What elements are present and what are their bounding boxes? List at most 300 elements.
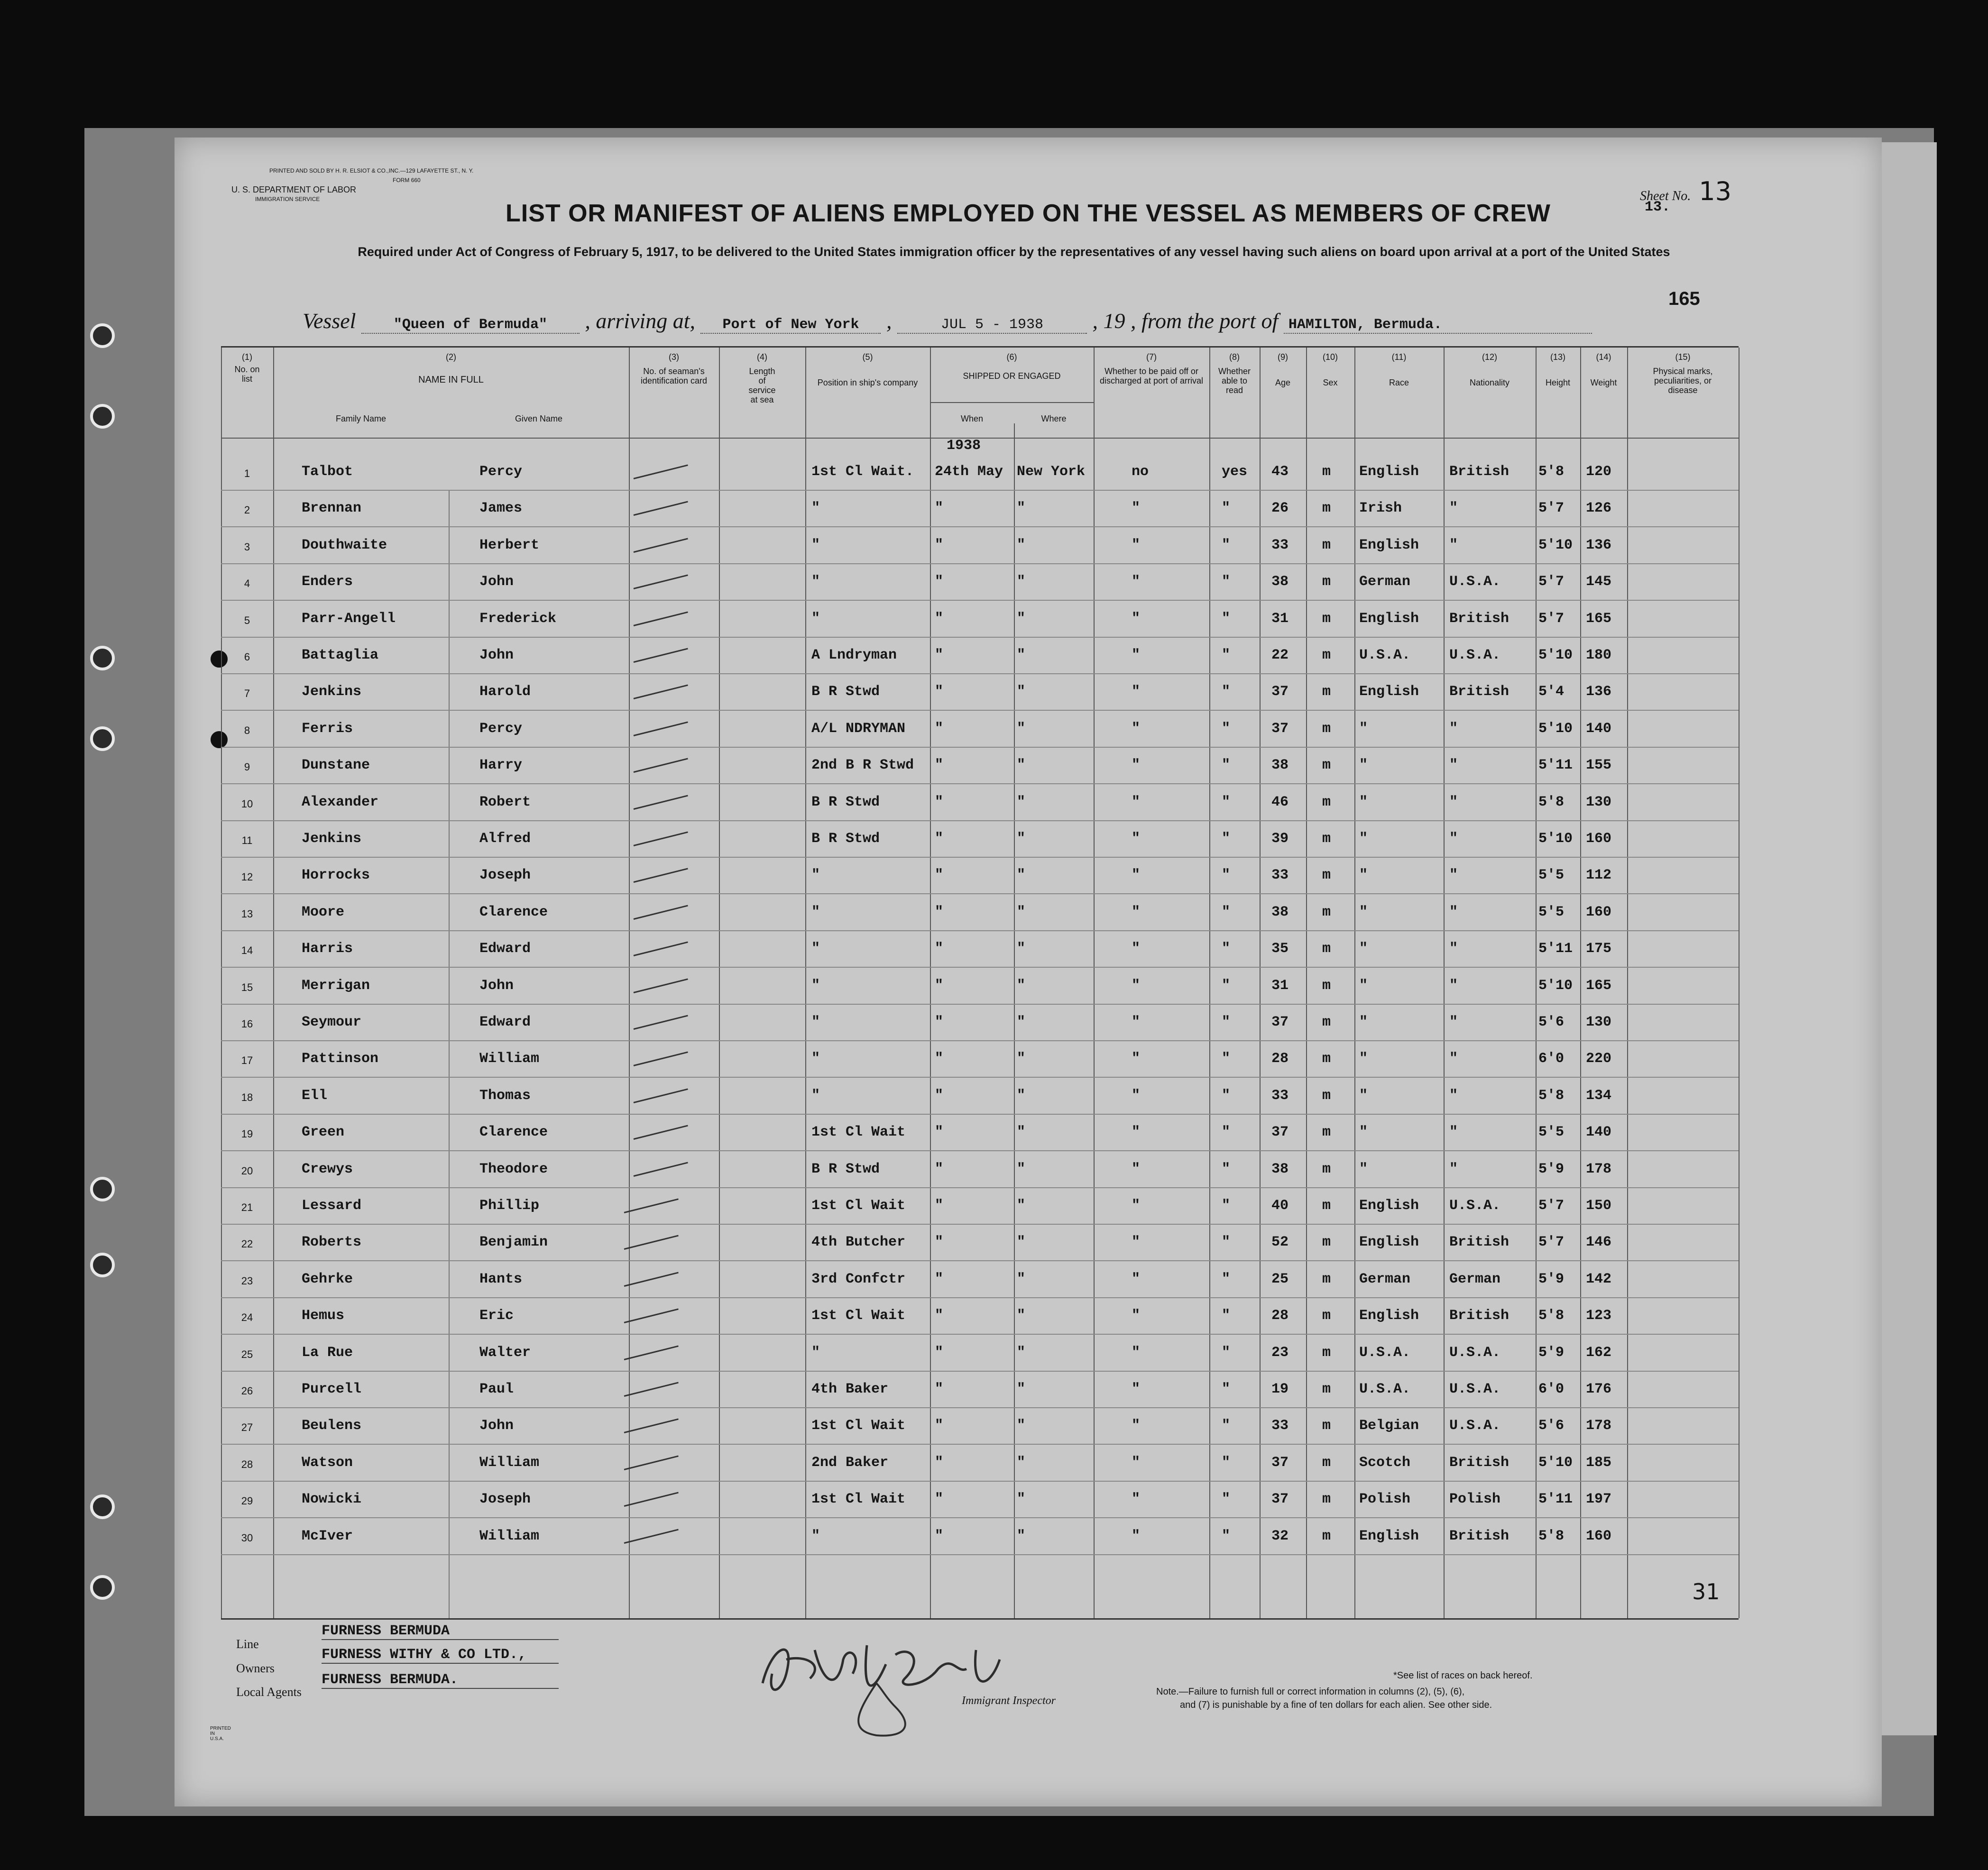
cell-position: ": [811, 1014, 820, 1030]
cell-given: Benjamin: [479, 1234, 548, 1251]
cell-weight: 175: [1586, 941, 1612, 957]
row-number: 30: [241, 1531, 253, 1544]
cell-read: ": [1222, 1234, 1231, 1251]
cell-height: 5'10: [1538, 647, 1573, 663]
binder-hole: [90, 1253, 115, 1277]
cell-paid: ": [1132, 941, 1141, 957]
cell-when: 24th May: [935, 464, 1003, 480]
cell-nationality: ": [1449, 720, 1458, 737]
cell-given: Joseph: [479, 867, 531, 884]
cell-age: 37: [1271, 1491, 1289, 1508]
cell-given: James: [479, 500, 523, 517]
cell-where: ": [1017, 1014, 1026, 1030]
id-card-tick-mark: [624, 1198, 679, 1213]
cell-paid: ": [1132, 1344, 1141, 1361]
cell-family: Moore: [302, 904, 345, 920]
sheet-number-label: Sheet No.: [1640, 189, 1691, 203]
id-card-tick-mark: [624, 1345, 679, 1360]
cell-weight: 165: [1586, 977, 1612, 994]
col-header-read: [1209, 352, 1260, 395]
printer-line: PRINTED AND SOLD BY H. R. ELSIOT & CO.,INC.—129 LAFAYETTE ST., N. Y.: [269, 167, 474, 174]
cell-race: ": [1359, 1014, 1368, 1030]
arrival-date: JUL 5 - 1938: [897, 317, 1087, 334]
cell-given: Joseph: [479, 1491, 531, 1508]
cell-family: Enders: [302, 574, 353, 590]
cell-read: ": [1222, 537, 1231, 553]
cell-read: ": [1222, 574, 1231, 590]
id-card-tick-mark: [634, 978, 688, 993]
row-number: 22: [241, 1238, 253, 1250]
cell-sex: m: [1322, 537, 1331, 553]
cell-where: ": [1017, 1344, 1026, 1361]
col-num: (1): [242, 352, 252, 362]
cell-height: 5'11: [1538, 757, 1573, 774]
col-num: (11): [1391, 352, 1407, 362]
cell-nationality: ": [1449, 537, 1458, 553]
col-title: SHIPPED OR ENGAGED: [963, 371, 1061, 381]
col-num: (5): [862, 352, 873, 362]
cell-age: 33: [1271, 537, 1289, 553]
cell-where: ": [1017, 1161, 1026, 1177]
col-header-where: Where: [1041, 414, 1067, 423]
cell-nationality: ": [1449, 904, 1458, 920]
cell-family: Lessard: [302, 1198, 362, 1214]
cell-family: McIver: [302, 1528, 353, 1544]
document-subtitle: Required under Act of Congress of February 5, 1917, to be delivered to the United States immigration officer by the representatives of any vessel having such aliens on board upon arrival at a port of the United States: [358, 245, 1670, 259]
cell-family: Harris: [302, 941, 353, 957]
cell-family: Battaglia: [302, 647, 379, 663]
cell-paid: ": [1132, 831, 1141, 847]
row-number: 7: [244, 688, 250, 700]
agents-value: FURNESS BERMUDA.: [322, 1672, 559, 1689]
row-rule: [221, 490, 1739, 491]
cell-height: 5'7: [1538, 1234, 1565, 1251]
row-number: 11: [241, 834, 253, 846]
cell-race: ": [1359, 757, 1368, 774]
row-number: 17: [241, 1054, 253, 1067]
id-card-tick-mark: [634, 464, 688, 479]
cell-paid: ": [1132, 904, 1141, 920]
col-header-physical-marks: [1627, 352, 1739, 395]
row-rule: [221, 1150, 1739, 1151]
cell-family: Beulens: [302, 1418, 362, 1434]
cell-read: ": [1222, 1381, 1231, 1397]
cell-height: 6'0: [1538, 1381, 1565, 1397]
cell-position: B R Stwd: [811, 831, 880, 847]
cell-when: ": [935, 941, 944, 957]
cell-nationality: ": [1449, 977, 1458, 994]
cell-given: Thomas: [479, 1087, 531, 1104]
col-header-family-name: Family Name: [335, 414, 386, 423]
cell-where: ": [1017, 757, 1026, 774]
cell-read: ": [1222, 1528, 1231, 1544]
cell-age: 37: [1271, 1124, 1289, 1141]
cell-age: 43: [1271, 464, 1289, 480]
cell-race: English: [1359, 1234, 1419, 1251]
row-number: 14: [241, 944, 253, 957]
sheet-number-typed: 13.: [1645, 199, 1671, 215]
row-rule: [221, 1004, 1739, 1005]
cell-position: 2nd Baker: [811, 1454, 889, 1471]
cell-weight: 140: [1586, 1124, 1612, 1141]
cell-position: 1st Cl Wait: [811, 1418, 906, 1434]
cell-sex: m: [1322, 794, 1331, 810]
col-title: Age: [1275, 378, 1291, 387]
cell-read: ": [1222, 1198, 1231, 1214]
cell-sex: m: [1322, 1418, 1331, 1434]
cell-paid: ": [1132, 1124, 1141, 1141]
id-card-tick-mark: [634, 942, 688, 956]
cell-given: John: [479, 977, 514, 994]
col-title: Length of service at sea: [748, 367, 776, 404]
cell-position: ": [811, 1344, 820, 1361]
row-rule: [221, 1407, 1739, 1408]
col-num: (14): [1596, 352, 1611, 362]
col-title: Sex: [1323, 378, 1338, 387]
cell-when: ": [935, 977, 944, 994]
cell-read: ": [1222, 1087, 1231, 1104]
cell-race: English: [1359, 537, 1419, 553]
cell-when: ": [935, 1308, 944, 1324]
cell-age: 38: [1271, 904, 1289, 920]
races-note: *See list of races on back hereof.: [1393, 1670, 1533, 1681]
line-value: FURNESS BERMUDA: [322, 1623, 559, 1640]
binder-hole: [90, 323, 115, 348]
arriving-label: , arriving at,: [585, 309, 695, 333]
cell-where: ": [1017, 610, 1026, 627]
id-card-tick-mark: [634, 721, 688, 736]
id-card-tick-mark: [634, 795, 688, 809]
id-card-tick-mark: [634, 1162, 688, 1176]
cell-nationality: ": [1449, 1014, 1458, 1030]
cell-nationality: German: [1449, 1271, 1501, 1287]
cell-given: Edward: [479, 941, 531, 957]
cell-when: ": [935, 537, 944, 553]
cell-when: ": [935, 1161, 944, 1177]
cell-paid: ": [1132, 1234, 1141, 1251]
cell-given: Percy: [479, 720, 523, 737]
cell-age: 46: [1271, 794, 1289, 810]
cell-where: ": [1017, 941, 1026, 957]
row-number: 16: [241, 1018, 253, 1030]
cell-when: ": [935, 794, 944, 810]
cell-position: ": [811, 904, 820, 920]
cell-where: ": [1017, 794, 1026, 810]
row-rule: [221, 1187, 1739, 1188]
cell-race: English: [1359, 1308, 1419, 1324]
cell-family: La Rue: [302, 1344, 353, 1361]
cell-family: Alexander: [302, 794, 379, 810]
cell-race: ": [1359, 1124, 1368, 1141]
row-number: 25: [241, 1348, 253, 1360]
cell-sex: m: [1322, 1161, 1331, 1177]
cell-when: ": [935, 1124, 944, 1141]
cell-read: ": [1222, 867, 1231, 884]
cell-race: U.S.A.: [1359, 1381, 1411, 1397]
cell-height: 5'10: [1538, 1454, 1573, 1471]
cell-height: 5'9: [1538, 1161, 1565, 1177]
cell-read: ": [1222, 757, 1231, 774]
cell-weight: 150: [1586, 1198, 1612, 1214]
service-name: IMMIGRATION SERVICE: [255, 196, 320, 202]
cell-race: Scotch: [1359, 1454, 1411, 1471]
cell-when: ": [935, 1454, 944, 1471]
cell-paid: ": [1132, 1014, 1141, 1030]
cell-given: John: [479, 647, 514, 663]
cell-weight: 136: [1586, 684, 1612, 700]
cell-where: ": [1017, 1491, 1026, 1508]
cell-family: Hemus: [302, 1308, 345, 1324]
cell-read: ": [1222, 1161, 1231, 1177]
cell-given: Robert: [479, 794, 531, 810]
cell-family: Merrigan: [302, 977, 370, 994]
cell-sex: m: [1322, 1454, 1331, 1471]
id-card-tick-mark: [624, 1235, 679, 1250]
cell-family: Pattinson: [302, 1051, 379, 1067]
cell-sex: m: [1322, 464, 1331, 480]
cell-sex: m: [1322, 1308, 1331, 1324]
cell-nationality: British: [1449, 464, 1509, 480]
cell-weight: 134: [1586, 1087, 1612, 1104]
cell-nationality: ": [1449, 867, 1458, 884]
id-card-tick-mark: [624, 1272, 679, 1286]
cell-where: ": [1017, 1198, 1026, 1214]
cell-family: Jenkins: [302, 684, 362, 700]
row-number: 5: [244, 614, 250, 626]
cell-family: Gehrke: [302, 1271, 353, 1287]
cell-read: ": [1222, 684, 1231, 700]
col-num: (2): [446, 352, 456, 362]
cell-sex: m: [1322, 941, 1331, 957]
row-number: 26: [241, 1385, 253, 1397]
row-rule: [221, 1040, 1739, 1041]
cell-age: 26: [1271, 500, 1289, 517]
cell-race: ": [1359, 977, 1368, 994]
cell-age: 52: [1271, 1234, 1289, 1251]
cell-sex: m: [1322, 1528, 1331, 1544]
cell-where: ": [1017, 831, 1026, 847]
row-number: 29: [241, 1495, 253, 1507]
cell-family: Seymour: [302, 1014, 362, 1030]
id-card-tick-mark: [634, 648, 688, 662]
cell-family: Parr-Angell: [302, 610, 396, 627]
id-card-tick-mark: [634, 575, 688, 589]
col-title: Weight: [1590, 378, 1617, 387]
cell-read: ": [1222, 1491, 1231, 1508]
cell-position: ": [811, 1051, 820, 1067]
cell-position: 4th Baker: [811, 1381, 889, 1397]
id-card-tick-mark: [634, 1088, 688, 1103]
cell-when: ": [935, 574, 944, 590]
cell-read: ": [1222, 720, 1231, 737]
cell-race: Belgian: [1359, 1418, 1419, 1434]
cell-sex: m: [1322, 1124, 1331, 1141]
id-card-tick-mark: [634, 501, 688, 516]
cell-nationality: ": [1449, 1087, 1458, 1104]
row-rule: [221, 747, 1739, 748]
col-header-shipped: [930, 352, 1094, 381]
cell-age: 38: [1271, 757, 1289, 774]
col-header-when: When: [960, 414, 984, 423]
cell-weight: 197: [1586, 1491, 1612, 1508]
col-header-race: [1354, 352, 1444, 387]
col-header-nationality: [1444, 352, 1536, 387]
cell-where: ": [1017, 1124, 1026, 1141]
cell-read: ": [1222, 610, 1231, 627]
cell-paid: ": [1132, 1418, 1141, 1434]
cell-position: A Lndryman: [811, 647, 897, 663]
sheet-number-handwritten: 13: [1699, 176, 1732, 206]
cell-given: Clarence: [479, 1124, 548, 1141]
cell-read: ": [1222, 941, 1231, 957]
col-header-given-name: Given Name: [515, 414, 563, 423]
cell-family: Jenkins: [302, 831, 362, 847]
id-card-tick-mark: [634, 538, 688, 552]
col-title: No. of seaman's identification card: [640, 367, 708, 385]
cell-weight: 130: [1586, 1014, 1612, 1030]
id-card-tick-mark: [624, 1309, 679, 1323]
inspector-signature: [753, 1617, 1019, 1740]
department-name: U. S. DEPARTMENT OF LABOR: [231, 185, 357, 194]
cell-height: 5'7: [1538, 1198, 1565, 1214]
cell-position: 1st Cl Wait: [811, 1124, 906, 1141]
col-header-no: [221, 352, 273, 384]
cell-read: ": [1222, 1454, 1231, 1471]
cell-when: ": [935, 831, 944, 847]
cell-read: yes: [1222, 464, 1248, 480]
cell-position: ": [811, 537, 820, 553]
cell-height: 5'5: [1538, 867, 1565, 884]
cell-read: ": [1222, 1418, 1231, 1434]
cell-weight: 178: [1586, 1161, 1612, 1177]
cell-race: ": [1359, 831, 1368, 847]
cell-sex: m: [1322, 1381, 1331, 1397]
cell-given: John: [479, 1418, 514, 1434]
cell-given: William: [479, 1528, 540, 1544]
cell-weight: 112: [1586, 867, 1612, 884]
owners-label: Owners: [236, 1661, 275, 1675]
cell-family: Ferris: [302, 720, 353, 737]
cell-weight: 160: [1586, 831, 1612, 847]
cell-read: ": [1222, 904, 1231, 920]
cell-given: Theodore: [479, 1161, 548, 1177]
cell-height: 5'7: [1538, 610, 1565, 627]
cell-weight: 165: [1586, 610, 1612, 627]
cell-sex: m: [1322, 977, 1331, 994]
cell-race: German: [1359, 574, 1411, 590]
cell-where: ": [1017, 720, 1026, 737]
row-rule: [221, 600, 1739, 601]
cell-age: 31: [1271, 610, 1289, 627]
row-number: 3: [244, 541, 250, 553]
cell-family: Nowicki: [302, 1491, 362, 1508]
cell-given: Eric: [479, 1308, 514, 1324]
cell-where: ": [1017, 1418, 1026, 1434]
cell-race: English: [1359, 1528, 1419, 1544]
cell-sex: m: [1322, 1087, 1331, 1104]
cell-read: ": [1222, 1124, 1231, 1141]
cell-sex: m: [1322, 757, 1331, 774]
binder-hole: [90, 1177, 115, 1201]
cell-height: 5'6: [1538, 1418, 1565, 1434]
col-title: No. on list: [234, 365, 260, 384]
year-over-when: 1938: [947, 438, 981, 454]
cell-where: ": [1017, 1087, 1026, 1104]
cell-where: ": [1017, 867, 1026, 884]
col-num: (10): [1322, 352, 1338, 362]
cell-height: 5'11: [1538, 1491, 1573, 1508]
penalty-note-2: and (7) is punishable by a fine of ten dollars for each alien. See other side.: [1180, 1700, 1492, 1710]
cell-when: ": [935, 867, 944, 884]
cell-nationality: U.S.A.: [1449, 1381, 1501, 1397]
cell-paid: ": [1132, 1271, 1141, 1287]
cell-position: 2nd B R Stwd: [811, 757, 914, 774]
id-card-tick-mark: [634, 831, 688, 846]
row-number: 10: [241, 798, 253, 810]
cell-paid: ": [1132, 1308, 1141, 1324]
cell-nationality: U.S.A.: [1449, 574, 1501, 590]
cell-family: Brennan: [302, 500, 362, 517]
cell-race: English: [1359, 610, 1419, 627]
cell-height: 5'4: [1538, 684, 1565, 700]
cell-weight: 220: [1586, 1051, 1612, 1067]
cell-position: ": [811, 1087, 820, 1104]
binder-hole: [90, 726, 115, 751]
id-card-tick-mark: [634, 1052, 688, 1066]
cell-age: 38: [1271, 1161, 1289, 1177]
binder-hole: [90, 1494, 115, 1519]
cell-when: ": [935, 1087, 944, 1104]
cell-height: 6'0: [1538, 1051, 1565, 1067]
binder-hole: [90, 1575, 115, 1600]
id-card-tick-mark: [634, 685, 688, 699]
col-num: (9): [1278, 352, 1288, 362]
crew-table: [221, 346, 1739, 1620]
cell-when: ": [935, 1418, 944, 1434]
cell-age: 25: [1271, 1271, 1289, 1287]
cell-height: 5'9: [1538, 1344, 1565, 1361]
cell-position: ": [811, 500, 820, 517]
cell-family: Roberts: [302, 1234, 362, 1251]
cell-read: ": [1222, 977, 1231, 994]
id-card-tick-mark: [624, 1382, 679, 1396]
cell-age: 28: [1271, 1051, 1289, 1067]
cell-nationality: ": [1449, 500, 1458, 517]
id-card-tick-mark: [624, 1529, 679, 1543]
cell-sex: m: [1322, 574, 1331, 590]
cell-paid: ": [1132, 794, 1141, 810]
binder-hole: [90, 404, 115, 429]
cell-family: Watson: [302, 1454, 353, 1471]
binder-hole: [90, 646, 115, 670]
cell-weight: 123: [1586, 1308, 1612, 1324]
cell-sex: m: [1322, 500, 1331, 517]
cell-nationality: British: [1449, 1454, 1509, 1471]
cell-family: Green: [302, 1124, 345, 1141]
cell-read: ": [1222, 1014, 1231, 1030]
cell-where: ": [1017, 500, 1026, 517]
cell-where: ": [1017, 1308, 1026, 1324]
cell-height: 5'10: [1538, 537, 1573, 553]
cell-paid: ": [1132, 647, 1141, 663]
id-card-tick-mark: [634, 611, 688, 626]
cell-where: ": [1017, 647, 1026, 663]
printed-mark: PRINTED IN U.S.A.: [210, 1726, 231, 1742]
row-number: 28: [241, 1458, 253, 1470]
id-card-tick-mark: [634, 1015, 688, 1029]
cell-when: ": [935, 1198, 944, 1214]
col-title: Position in ship's company: [817, 378, 918, 387]
